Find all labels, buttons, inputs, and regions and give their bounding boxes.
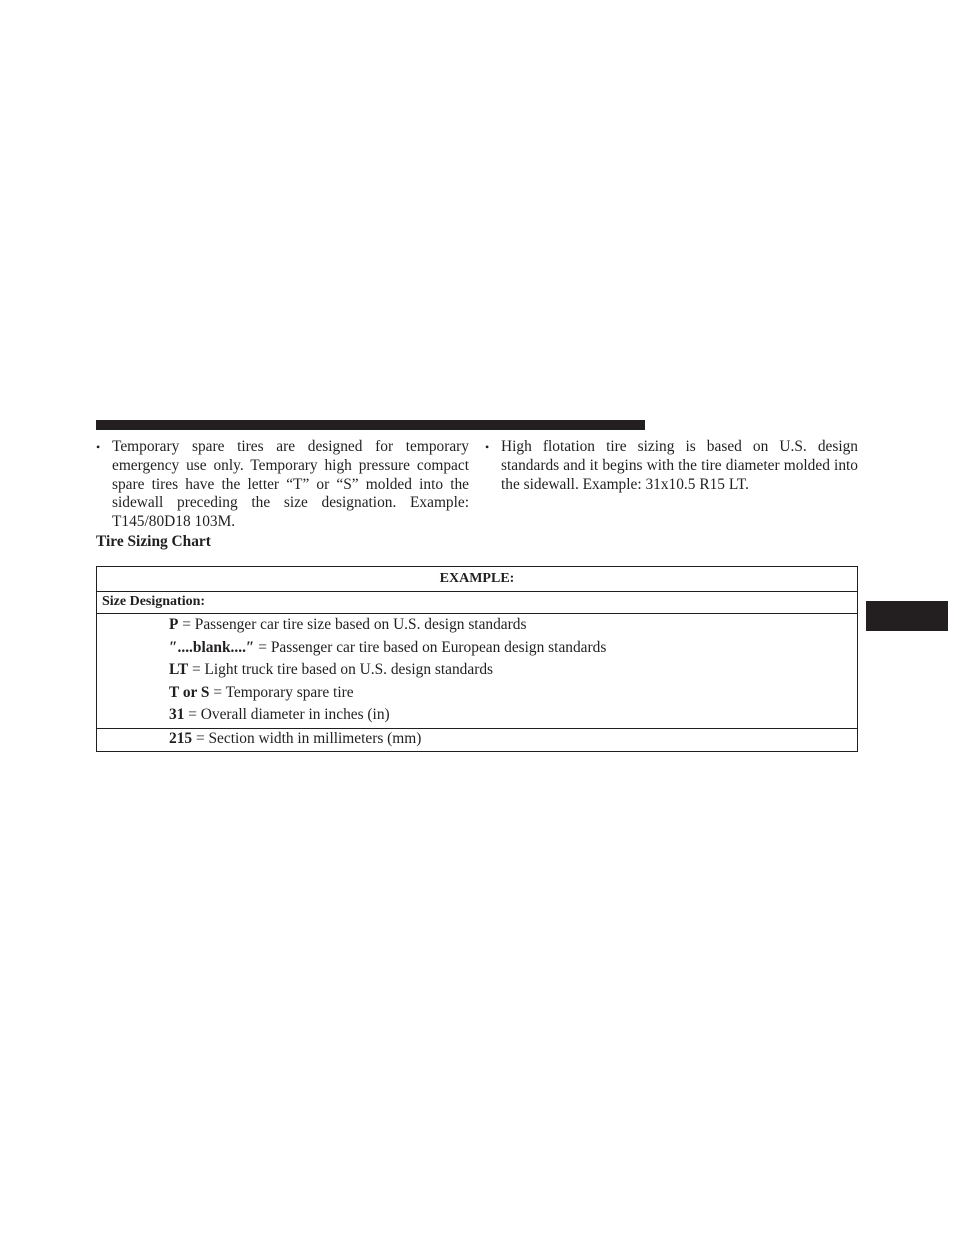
bullet-item-temporary-spare (96, 438, 469, 532)
tire-sizing-chart (96, 566, 858, 752)
section-heading: Tire Sizing Chart (96, 533, 211, 550)
chart-row-last (97, 729, 857, 751)
chart-term: 215 (169, 729, 193, 747)
chart-term: LT (169, 661, 189, 678)
chart-row (97, 659, 857, 682)
section-top-bar (96, 420, 645, 430)
chart-row (97, 704, 857, 727)
chart-term: P (169, 616, 179, 633)
bullet-item-high-flotation (485, 438, 858, 494)
chart-desc: = Section width in millimeters (mm) (192, 729, 422, 747)
chart-body (97, 614, 857, 729)
chart-row (97, 682, 857, 705)
chart-header: EXAMPLE: (97, 567, 857, 592)
chart-desc: = Overall diameter in inches (in) (184, 706, 390, 723)
chart-subheader: Size Designation: (97, 592, 857, 614)
chart-term: T or S (169, 683, 210, 701)
chapter-side-tab (866, 601, 948, 631)
bullet-icon: • (96, 440, 101, 454)
chart-term: 31 (169, 706, 185, 723)
chart-desc: = Light truck tire based on U.S. design standards (188, 661, 494, 678)
left-column (96, 438, 469, 532)
chart-row (97, 614, 857, 637)
chart-desc: = Passenger car tire based on European design standards (254, 638, 607, 656)
chart-term: ″....blank....″ (169, 638, 255, 656)
chart-row (97, 637, 857, 660)
chart-desc: = Temporary spare tire (209, 683, 354, 701)
bullet-text: High flotation tire sizing is based on U.S. design standards and it begins with the tire diameter molded into the sidewall. Example: 31x10.5 R15 LT. (501, 438, 858, 493)
chart-desc: = Passenger car tire size based on U.S. design standards (178, 616, 527, 633)
bullet-icon: • (485, 440, 490, 454)
bullet-text: Temporary spare tires are designed for temporary emergency use only. Temporary high pressure compact spare tires have the letter “T” or “S” molded into the sidewall preceding the size designation. Example: T145/80D18 103M. (112, 438, 469, 531)
right-column (485, 438, 858, 494)
